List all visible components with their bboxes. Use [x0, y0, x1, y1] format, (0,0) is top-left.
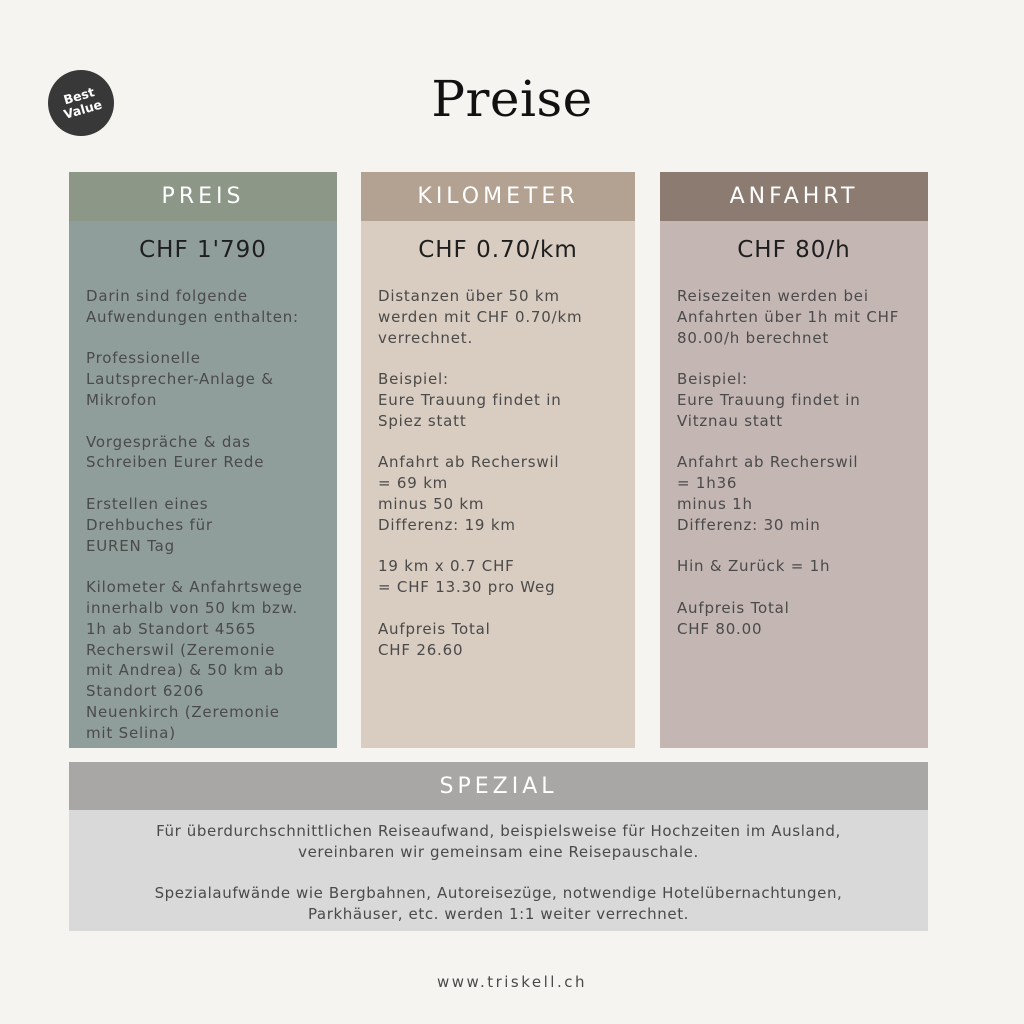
preis-heading: PREIS — [69, 172, 337, 221]
anfahrt-paragraph: Aufpreis Total CHF 80.00 — [677, 598, 790, 638]
preis-paragraph: Darin sind folgende Aufwendungen enthalten: — [86, 287, 299, 326]
spezial-paragraph: Für überdurchschnittlichen Reiseaufwand, beispielsweise für Hochzeiten im Ausland, vereinbaren wir gemeinsam eine Reisepauschale. — [156, 822, 841, 861]
kilometer-paragraph: 19 km x 0.7 CHF = CHF 13.30 pro Weg — [378, 557, 556, 597]
anfahrt-heading: ANFAHRT — [660, 172, 928, 221]
anfahrt-price: CHF 80/h — [737, 237, 851, 263]
preis-paragraph: Vorgespräche & das Schreiben Eurer Rede — [86, 432, 265, 472]
anfahrt-paragraph: Reisezeiten werden bei Anfahrten über 1h mit CHF 80.00/h berechnet — [677, 287, 900, 347]
preis-price: CHF 1'790 — [139, 237, 267, 263]
page-title: Preise — [431, 70, 593, 128]
kilometer-paragraph: Aufpreis Total CHF 26.60 — [378, 619, 491, 659]
spezial-heading: SPEZIAL — [69, 762, 928, 810]
preis-card — [69, 172, 337, 748]
spezial-card — [69, 762, 928, 931]
anfahrt-paragraph: Anfahrt ab Recherswil = 1h36 minus 1h Differenz: 30 min — [677, 453, 859, 534]
kilometer-details — [361, 286, 635, 660]
anfahrt-paragraph: Hin & Zurück = 1h — [677, 557, 831, 576]
anfahrt-details — [660, 286, 928, 640]
kilometer-heading: KILOMETER — [361, 172, 635, 221]
badge-text: Best Value — [61, 84, 104, 122]
spezial-details — [69, 810, 928, 925]
preis-paragraph: Erstellen eines Drehbuches für EUREN Tag — [86, 494, 213, 555]
kilometer-price: CHF 0.70/km — [418, 237, 578, 263]
spezial-paragraph: Spezialaufwände wie Bergbahnen, Autoreisezüge, notwendige Hotelübernachtungen, Parkhäuser, etc. werden 1:1 weiter verrechnet. — [154, 884, 843, 924]
preis-paragraph: Professionelle Lautsprecher-Anlage & Mikrofon — [86, 349, 274, 409]
website-footer: www.triskell.ch — [437, 973, 587, 991]
kilometer-card — [361, 172, 635, 748]
kilometer-paragraph: Anfahrt ab Recherswil = 69 km minus 50 km Differenz: 19 km — [378, 453, 560, 534]
preis-details — [69, 286, 337, 744]
anfahrt-card — [660, 172, 928, 748]
kilometer-paragraph: Beispiel: Eure Trauung findet in Spiez statt — [378, 370, 562, 430]
anfahrt-paragraph: Beispiel: Eure Trauung findet in Vitznau statt — [677, 370, 861, 430]
kilometer-paragraph: Distanzen über 50 km werden mit CHF 0.70/km verrechnet. — [378, 287, 583, 347]
preis-paragraph: Kilometer & Anfahrtswege innerhalb von 50 km bzw. 1h ab Standort 4565 Recherswil (Zeremonie mit Andrea) & 50 km ab Standort 6206 Neuenkirch (Zeremonie mit Selina) — [86, 578, 303, 742]
